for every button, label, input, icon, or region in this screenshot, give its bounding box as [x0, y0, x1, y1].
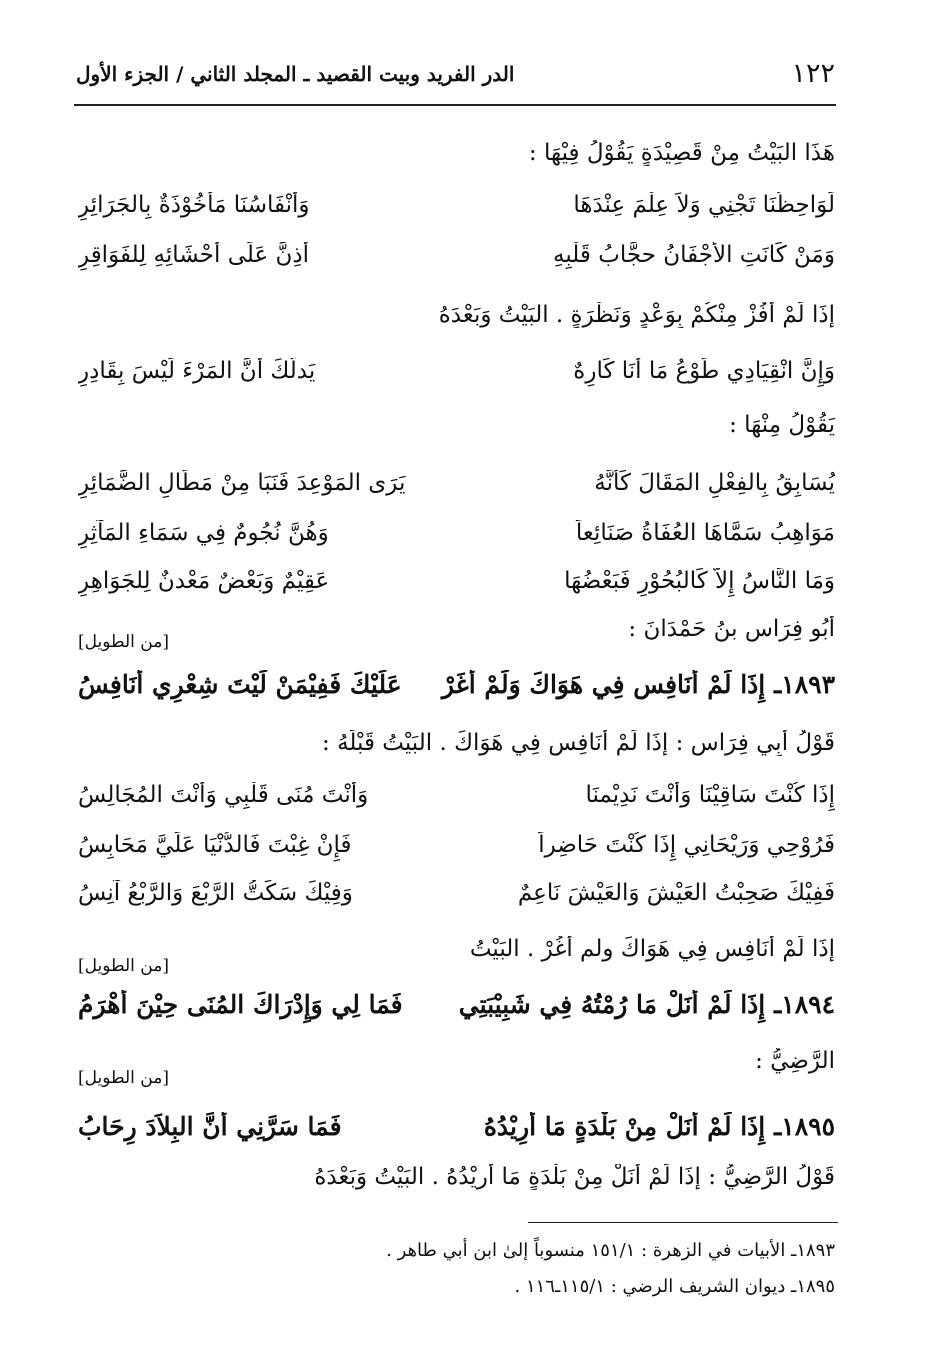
verse-line: [78, 782, 835, 824]
verse-second-hemistich: يَدلُّكَ أَنَّ المَرْءَ لَيْسَ بِقَادِرِ: [78, 358, 316, 384]
verse-line: [78, 880, 835, 922]
verse-line: [78, 832, 835, 874]
verse-line: [78, 568, 835, 610]
meter-label: [من الطويل]: [78, 632, 169, 652]
footnote-rule: [528, 1222, 838, 1223]
verse-second-hemistich: عَلَيْكَ فَفِيْمَنْ لَيْتَ شِعْرِي أُنَافِسُ: [78, 670, 402, 699]
says-from-it-line: يَقُوْلُ مِنْهَا :: [729, 412, 835, 438]
running-title: الدر الفريد وبيت القصيد ـ المجلد الثاني / الجزء الأول: [76, 62, 515, 86]
verse-second-hemistich: يَرَى المَوْعِدَ فَنَبَا مِنْ مَطَالِ الضَّمَائِرِ: [78, 470, 406, 496]
verse-line: [78, 242, 835, 284]
page-number: ١٢٢: [791, 58, 835, 89]
verse-second-hemistich: وَأَنْفَاسُنَا مَأْخُوْذَةٌ بِالجَرَائِرِ: [78, 192, 310, 218]
verse-line: [78, 358, 835, 400]
verse-line: [78, 192, 835, 234]
verse-first-hemistich: وَمَنْ كَانَتِ الأَجْفَانُ حجَّابُ قَلْبِهِ: [553, 242, 835, 268]
quotation-line: إِذَا لَمْ أَفُزْ مِنْكُمْ بِوَعْدٍ وَنَظْرَةٍ . البَيْتُ وَبَعْدَهُ: [438, 302, 835, 328]
poet-attribution: أَبُو فِرَاسِ بنُ حَمْدَانَ :: [628, 616, 835, 642]
meter-label: [من الطويل]: [78, 1068, 169, 1088]
verse-first-hemistich: وَإِنَّ انْقِيَادِي طَوْعُ مَا أَنَا كَارِهٌ: [573, 358, 835, 384]
verse-first-hemistich: لَوَاحِظُنَا تَجْنِي وَلاَ عِلْمَ عِنْدَهَا: [573, 192, 835, 218]
verse-first-hemistich: فَرُوْحِي وَرَيْحَانِي إِذَا كُنْتَ حَاضِراً: [538, 832, 835, 858]
verse-second-hemistich: وَهُنَّ نُجُومٌ فِي سَمَاءِ المَآثِرِ: [78, 520, 329, 546]
verse-second-hemistich: فَمَا سَرَّنِي أَنَّ البِلاَدَ رِحَابُ: [78, 1112, 342, 1141]
numbered-verse-1895: [78, 1112, 835, 1158]
verse-second-hemistich: فَمَا لِي وَإِدْرَاكَ المُنَى حِيْنَ أَهْرَمُ: [78, 990, 403, 1019]
verse-first-hemistich: مَوَاهِبُ سَمَّاهَا العُفَاةُ صَنَائِعاً: [575, 520, 835, 546]
commentary-line: قَوْلُ أَبِي فِرَاسٍ : إِذَا لَمْ أُنَافِس فِي هَوَاكَ . البَيْتُ قَبْلَهُ :: [322, 730, 835, 756]
numbered-verse-1894: [78, 990, 835, 1036]
verse-line: [78, 470, 835, 512]
numbered-verse-1893: [78, 670, 835, 716]
intro-line: هَذَا البَيْتُ مِنْ قَصِيْدَةٍ يَقُوْلُ فِيْهَا :: [528, 140, 835, 166]
verse-first-hemistich: ١٨٩٣ـ إِذَا لَمْ أُنَافِس فِي هَوَاكَ وَلَمْ أَغَرْ: [441, 670, 835, 699]
verse-second-hemistich: وَأَنْتَ مُنَى قَلْبِي وَأَنْتَ المُجَالِسُ: [78, 782, 369, 808]
poet-attribution: الرَّضِيُّ :: [755, 1048, 835, 1074]
verse-first-hemistich: إِذَا كُنْتَ سَاقِيْنَا وَأَنْتَ نَدِيْمنَا: [585, 782, 835, 808]
verse-second-hemistich: وَفِيْكَ سَكَتُّ الرَّبْعَ وَالرَّبْعُ آنِسُ: [78, 880, 353, 906]
verse-first-hemistich: يُسَابِقُ بِالفِعْلِ المَقَالَ كَأَنَّهُ: [594, 470, 835, 496]
verse-second-hemistich: عَقِيْمٌ وَبَعْضٌ مَعْدنٌ لِلجَوَاهِرِ: [78, 568, 330, 594]
verse-first-hemistich: ١٨٩٤ـ إِذَا لَمْ أَنَلْ مَا رُمْتُهُ فِي شَبِيْبَتِي: [458, 990, 835, 1019]
verse-line: [78, 520, 835, 562]
meter-label: [من الطويل]: [78, 956, 169, 976]
footnote-1895: ١٨٩٥ـ ديوان الشريف الرضي : ١١٥/١ـ١١٦ .: [514, 1276, 835, 1297]
commentary-line: قَوْلُ الرَّضِيُّ : إِذَا لَمْ أَنَلْ مِنْ بَلْدَةٍ مَا أُرِيْدُهُ . البَيْتُ وَبَعْدَهُ: [314, 1164, 835, 1190]
verse-first-hemistich: ١٨٩٥ـ إِذَا لَمْ أَنَلْ مِنْ بَلْدَةٍ مَا أُرِيْدُهُ: [483, 1112, 835, 1141]
verse-second-hemistich: أَذِنَّ عَلَى أَحْشَائِهِ لِلفَوَاقِرِ: [78, 242, 310, 268]
verse-second-hemistich: فَإِنْ غِبْتَ فَالدُّنْيَا عَلَيَّ مَحَابِسُ: [78, 832, 352, 858]
verse-first-hemistich: وَمَا النَّاسُ إِلاَّ كَالبُحُوْرِ فَبَعْضُهَا: [564, 568, 835, 594]
quotation-line: إذَا لَمْ أُنَافِس فِي هَوَاكَ ولم أَغُرْ . البَيْتُ: [469, 936, 835, 962]
header-rule: [74, 104, 836, 106]
footnote-1893: ١٨٩٣ـ الأبيات في الزهرة : ١٥١/١ منسوباً إلىٰ ابن أبي طاهر .: [386, 1240, 835, 1261]
verse-first-hemistich: فَفِيْكَ صَحِبْتُ العَيْشَ وَالعَيْشَ نَاعِمٌ: [517, 880, 835, 906]
